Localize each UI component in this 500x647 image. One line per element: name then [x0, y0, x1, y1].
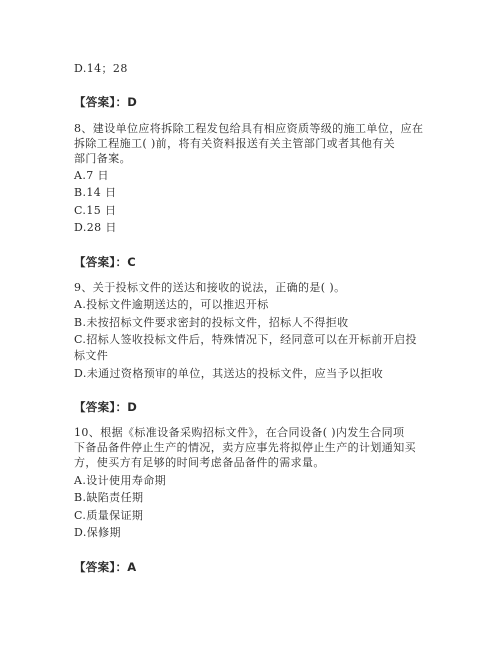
- q9-option-a: A.投标文件逾期送达的，可以推迟开标: [74, 298, 269, 311]
- q10-option-c: C.质量保证期: [74, 509, 144, 522]
- q9-answer: 【答案】：D: [74, 400, 138, 414]
- q8-stem-line-1: 8、建设单位应将拆除工程发包给具有相应资质等级的施工单位，应在: [74, 122, 424, 135]
- q7-answer: 【答案】：D: [74, 95, 138, 109]
- q10-option-a: A.设计使用寿命期: [74, 474, 167, 487]
- q10-stem-line-2: 下备品备件停止生产的情况，卖方应事先将拟停止生产的计划通知买: [74, 441, 416, 454]
- q8-option-a: A.7 日: [74, 169, 109, 182]
- q8-option-c: C.15 日: [74, 204, 117, 217]
- q9-option-d: D.未通过资格预审的单位，其送达的投标文件，应当予以拒收: [74, 367, 384, 380]
- q8-stem-line-3: 部门备案。: [74, 152, 131, 165]
- q9-option-b: B.未按招标文件要求密封的投标文件，招标人不得拒收: [74, 316, 349, 329]
- q8-option-b: B.14 日: [74, 186, 117, 199]
- q8-stem-line-2: 拆除工程施工( )前，将有关资料报送有关主管部门或者其他有关: [74, 137, 396, 150]
- q9-option-c-line-1: C.招标人签收投标文件后，特殊情况下，经同意可以在开标前开启投: [74, 333, 417, 346]
- q8-option-d: D.28 日: [74, 221, 117, 234]
- q8-answer: 【答案】：C: [74, 255, 136, 269]
- q10-answer: 【答案】：A: [74, 560, 137, 574]
- q9-stem: 9、关于投标文件的送达和接收的说法，正确的是( )。: [74, 281, 346, 294]
- q10-stem-line-3: 方，使买方有足够的时间考虑备品备件的需求量。: [74, 456, 325, 469]
- q10-option-b: B.缺陷责任期: [74, 491, 144, 504]
- q10-option-d: D.保修期: [74, 526, 121, 539]
- q9-option-c-line-2: 标文件: [74, 349, 109, 362]
- q7-option-d: D.14；28: [74, 62, 128, 75]
- q10-stem-line-1: 10、根据《标准设备采购招标文件》，在合同设备( )内发生合同项: [74, 426, 405, 439]
